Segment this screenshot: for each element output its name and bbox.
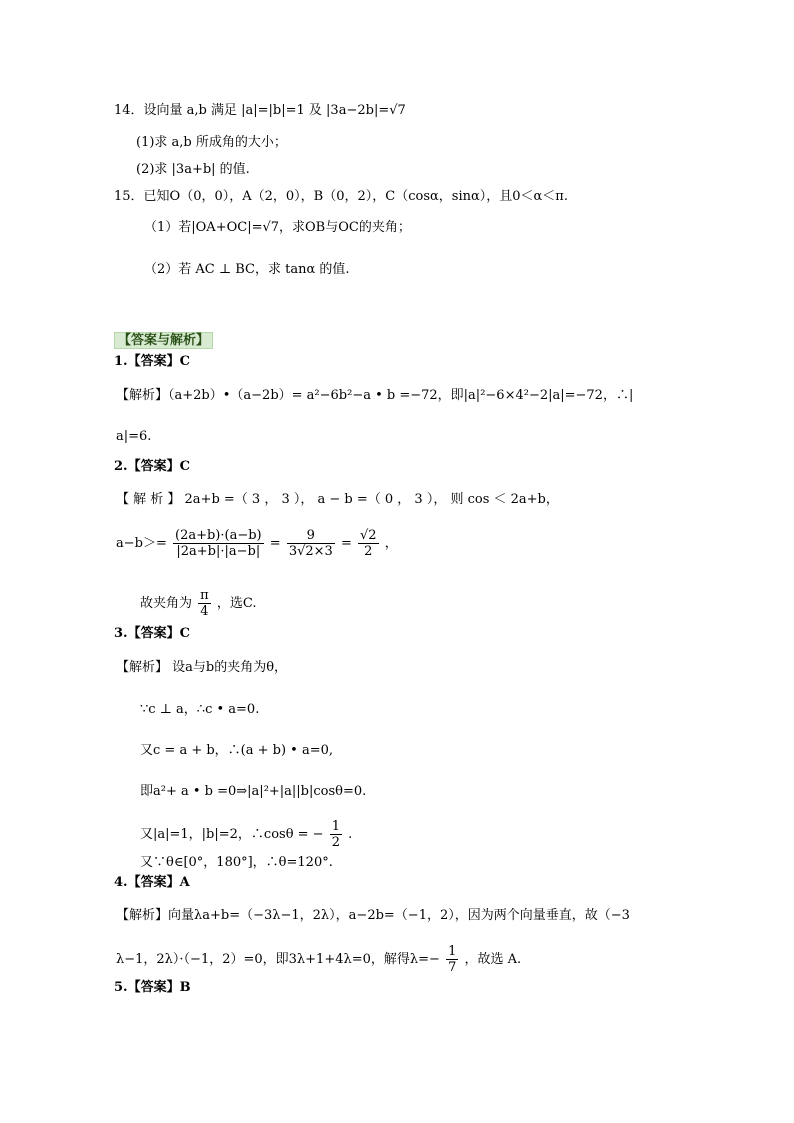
answer-2-fraction-2 [287, 528, 335, 559]
line-2-left: λ−1，2λ）·（−1，2）=0，即3λ+1+4λ=0，解得λ=− [116, 952, 440, 967]
answers-heading [114, 331, 213, 351]
answer-3-line-2: ∵c ⊥ a，∴c • a=0. [140, 702, 260, 717]
fraction-denominator: 2 [331, 835, 340, 850]
equals-sign: = [269, 536, 281, 551]
answer-3: 3.【答案】C [114, 626, 190, 641]
fraction-denominator: |2a+b|·|a−b| [176, 544, 261, 559]
answer-4-line-2 [116, 944, 521, 975]
answer-2-fraction-pi [198, 588, 211, 619]
fraction-denominator: 4 [200, 604, 209, 619]
fraction-numerator: (2a+b)·(a−b) [175, 528, 262, 543]
answer-4-fraction [446, 944, 458, 975]
fraction-numerator: 9 [287, 528, 335, 544]
q15-part1: （1）若|OA+OC|=√7，求OB与OC的夹角； [144, 220, 411, 235]
line-5-right: . [348, 827, 353, 842]
fraction-numerator: √2 [360, 528, 377, 543]
answer-5: 5.【答案】B [114, 980, 191, 995]
fraction-denominator: 3√2×3 [288, 544, 333, 559]
line-5-left: 又|a|=1，|b|=2，∴cosθ = − [140, 827, 324, 842]
answer-2-formula-left: a−b＞= [116, 536, 167, 551]
q14-part2: (2)求 |3a+b| 的值. [136, 162, 250, 177]
answers-heading-label: 【答案与解析】 [114, 332, 213, 349]
answer-2-conclusion [140, 588, 256, 619]
equals-sign: = [340, 536, 352, 551]
q15-part2: （2）若 AC ⊥ BC，求 tanα 的值. [144, 262, 350, 277]
answer-1-explanation: 【解析】（a+2b）•（a−2b）= a²−6b²−a • b =−72，即|a|²−6×4²−2|a|=−72，∴| [116, 388, 634, 403]
answer-3-fraction [330, 819, 342, 850]
q14-part1: (1)求 a,b 所成角的大小； [136, 135, 287, 150]
answer-4-line-1: 【解析】向量λa+b=（−3λ−1，2λ），a−2b=（−1，2），因为两个向量垂直，故（−3 [116, 908, 630, 923]
answer-3-line-1: 【解析】 设a与b的夹角为θ， [116, 660, 288, 675]
answer-2-explanation: 【 解 析 】 2a+b =（ 3 ， 3 ）， a − b =（ 0 ， 3 ）， 则 cos ＜ 2a+b， [116, 492, 559, 507]
answer-3-line-4: 即a²+ a • b =0⇒|a|²+|a||b|cosθ=0. [140, 784, 367, 799]
conclusion-right: ，选C. [216, 596, 257, 611]
q15-stem: 15．已知O（0，0），A（2，0），B（0，2），C（cosα，sinα），且0＜α＜π. [114, 189, 568, 204]
fraction-numerator: 1 [331, 819, 340, 834]
answer-2-formula [116, 528, 398, 559]
answer-1-explanation-cont: a|=6. [116, 429, 152, 444]
answer-3-line-6: 又∵θ∈[0°，180°]，∴θ=120°. [140, 855, 333, 870]
fraction-numerator: π [200, 588, 209, 603]
fraction-numerator: 1 [448, 944, 457, 959]
answer-4: 4.【答案】A [114, 875, 190, 890]
conclusion-left: 故夹角为 [140, 596, 193, 611]
line-2-right: ，故选 A. [464, 952, 522, 967]
answer-3-line-5 [140, 819, 352, 850]
formula-tail: ， [384, 536, 398, 551]
answer-1: 1.【答案】C [114, 354, 190, 369]
answer-2: 2.【答案】C [114, 459, 190, 474]
answer-2-fraction-3 [358, 528, 379, 559]
fraction-denominator: 7 [448, 960, 457, 975]
answer-3-line-3: 又c = a + b，∴(a + b) • a=0, [140, 743, 334, 758]
answer-2-fraction-1 [173, 528, 264, 559]
q14-stem: 14．设向量 a,b 满足 |a|=|b|=1 及 |3a−2b|=√7 [114, 103, 406, 118]
fraction-denominator: 2 [364, 544, 373, 559]
